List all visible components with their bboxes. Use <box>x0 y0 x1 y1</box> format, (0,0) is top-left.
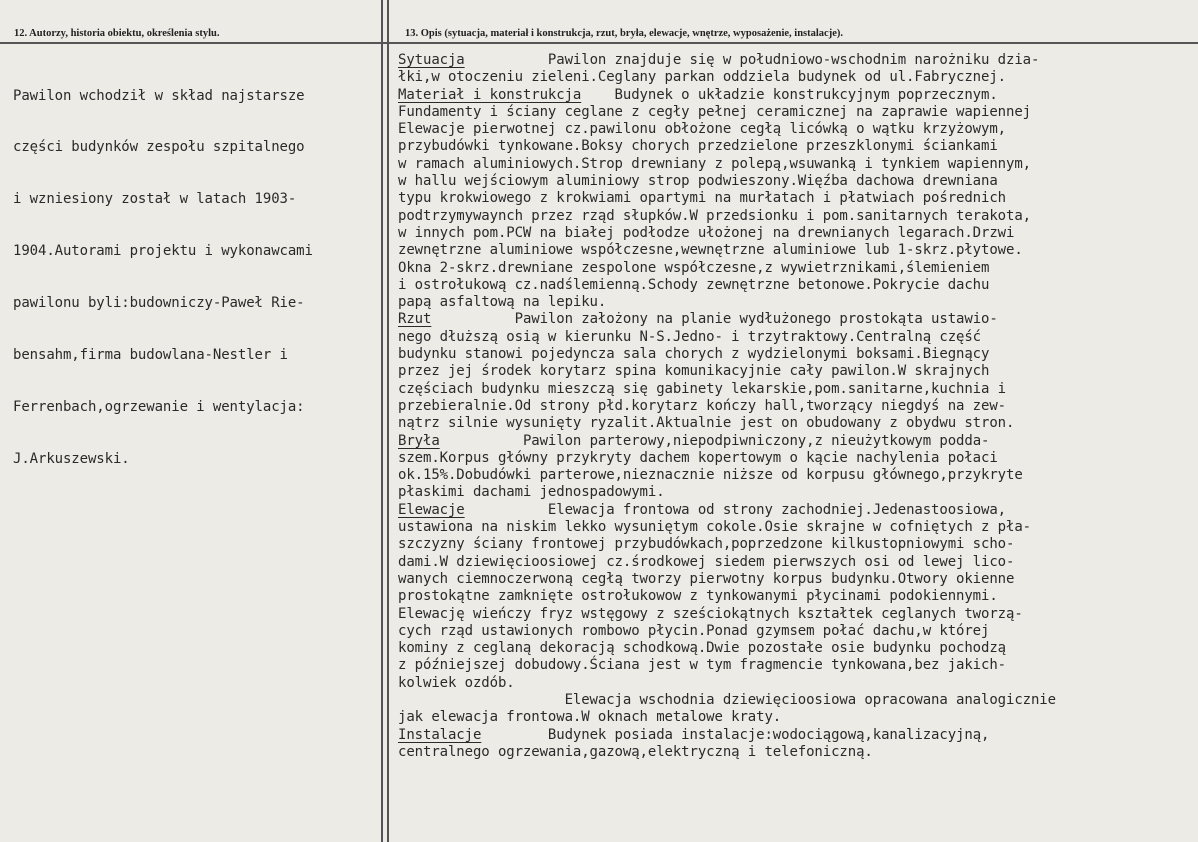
description-line <box>398 623 1056 640</box>
description-line <box>398 52 1056 69</box>
description-line <box>398 415 1056 432</box>
section-label: Instalacje <box>398 726 482 743</box>
description-line <box>398 104 1056 121</box>
description-line-text: przez jej środek korytarz spina komunikacyjnie cały pawilon.W skrajnych <box>398 363 990 380</box>
description-line-text: ok.15%.Dobudówki parterowe,nieznacznie niższe od korpusu głównego,przykryte <box>398 467 1023 484</box>
description-line <box>398 156 1056 173</box>
description-line-text: zewnętrzne aluminiowe współczesne,wewnętrzne aluminiowe lub 1-skrz.płytowe. <box>398 242 1023 259</box>
description-line-text: podtrzymywaynch przez rząd słupków.W przedsionku i pom.sanitarnych terakota, <box>398 207 1031 224</box>
description-line <box>398 588 1056 605</box>
description-line-text: prostokątne zamknięte ostrołukowow z tynkowanymi płycinami podokiennymi. <box>398 588 998 605</box>
description-line-text: Elewacja frontowa od strony zachodniej.Jedenastoosiowa, <box>464 501 1007 518</box>
description-line <box>398 484 1056 501</box>
column-divider <box>381 0 383 842</box>
description-line-text: Budynek o układzie konstrukcyjnym poprzecznym. <box>581 86 998 103</box>
text-line: Ferrenbach,ogrzewanie i wentylacja: <box>13 398 305 415</box>
description-line <box>398 640 1056 657</box>
section-label: Sytuacja <box>398 52 465 68</box>
section-label: Bryła <box>398 432 440 449</box>
description-line-text: w innych pom.PCW na białej podłodze ułożonej na drewnianych legarach.Drzwi <box>398 224 1015 241</box>
description-line-text: przybudówki tynkowane.Boksy chorych przedzielone przeszklonymi ściankami <box>398 138 998 155</box>
description-line-text: nątrz silnie wysunięty ryzalit.Aktualnie jest on obudowany z obydwu stron. <box>398 415 1015 432</box>
description-line <box>398 554 1056 571</box>
description-line <box>398 311 1056 328</box>
description-line <box>398 346 1056 363</box>
description-line-text: Elewację wieńczy fryz wstęgowy z sześciokątnych kształtek ceglanych tworzą- <box>398 605 1023 622</box>
description-line-text: Fundamenty i ściany ceglane z cegły pełnej ceramicznej na zaprawie wapiennej <box>398 103 1031 120</box>
description-line-text: przebieralnie.Od strony płd.korytarz kończy hall,tworzący niegdyś na zew- <box>398 397 1006 414</box>
description-line <box>398 190 1056 207</box>
description-line <box>398 260 1056 277</box>
description-line-text: z późniejszej dobudowy.Ściana jest w tym fragmencie tynkowana,bez jakich- <box>398 657 1006 674</box>
description-line-text: częściach budynku mieszczą się gabinety lekarskie,pom.sanitarne,kuchnia i <box>398 380 1006 397</box>
right-column-heading: 13. Opis (sytuacja, materiał i konstrukcja, rzut, bryła, elewacje, wnętrze, wyposażenie, instalacje). <box>405 28 844 39</box>
description-line <box>398 381 1056 398</box>
column-divider-inner <box>387 0 389 842</box>
description-line <box>398 744 1056 761</box>
description-line <box>398 225 1056 242</box>
description-line <box>398 242 1056 259</box>
description-line-text: centralnego ogrzewania,gazową,elektryczną i telefoniczną. <box>398 743 873 760</box>
description-line-text: wanych ciemnoczerwoną cegłą tworzy pierwotny korpus budynku.Otwory okienne <box>398 570 1015 587</box>
description-line-text: Elewacje pierwotnej cz.pawilonu obłożone cegłą licówką o wątku krzyżowym, <box>398 121 1006 138</box>
description-line-text: cych rząd ustawionych rombowo płycin.Ponad gzymsem połać dachu,w której <box>398 622 990 639</box>
section-label: Elewacje <box>398 501 465 518</box>
description-line-text: szczyzny ściany frontowej przybudówkach,poprzedzone kilkustopniowymi scho- <box>398 536 1015 553</box>
text-line: części budynków zespołu szpitalnego <box>13 139 305 156</box>
description-line <box>398 294 1056 311</box>
authors-history-text <box>13 53 313 503</box>
text-line: pawilonu byli:budowniczy-Paweł Rie- <box>13 295 305 312</box>
description-line-text: Elewacja wschodnia dziewięcioosiowa opracowana analogicznie <box>398 691 1056 708</box>
description-line-text: dami.W dziewięcioosiowej cz.środkowej siedem pierwszych osi od lewej lico- <box>398 553 1015 570</box>
description-line-text: łki,w otoczeniu zieleni.Ceglany parkan oddziela budynek od ul.Fabrycznej. <box>398 69 1006 86</box>
description-line <box>398 87 1056 104</box>
left-column-heading: 12. Autorzy, historia obiektu, określenia stylu. <box>14 28 220 39</box>
header-rule <box>0 42 1198 44</box>
description-line-text: ustawiona na niskim lekko wysuniętym cokole.Osie skrajne w cofniętych z pła- <box>398 519 1031 536</box>
description-line <box>398 69 1056 86</box>
description-line <box>398 173 1056 190</box>
text-line: i wzniesiony został w latach 1903- <box>13 191 297 208</box>
description-line <box>398 329 1056 346</box>
description-line <box>398 606 1056 623</box>
description-line <box>398 363 1056 380</box>
description-line-text: budynku stanowi pojedyncza sala chorych z wydzielonymi boksami.Biegnący <box>398 346 990 363</box>
description-line <box>398 692 1056 709</box>
section-label: Rzut <box>398 311 432 328</box>
description-line-text: papą asfaltową na lepiku. <box>398 294 607 311</box>
description-line <box>398 208 1056 225</box>
text-line: J.Arkuszewski. <box>13 450 130 467</box>
description-line-text: kominy z ceglaną dekoracją schodkową.Dwie pozostałe osie budynku pochodzą <box>398 640 1006 657</box>
description-line <box>398 709 1056 726</box>
description-line-text: Pawilon znajduje się w południowo-wschodnim narożniku dzia- <box>464 52 1040 68</box>
description-line-text: w ramach aluminiowych.Strop drewniany z polepą,wsuwanką i tynkiem wapiennym, <box>398 155 1031 172</box>
description-line-text: nego dłuższą osią w kierunku N-S.Jedno- i trzytraktowy.Centralną część <box>398 328 982 345</box>
description-line <box>398 450 1056 467</box>
description-line <box>398 138 1056 155</box>
description-line-text: typu krokwiowego z krokwiami opartymi na murłatach i płatwiach pośrednich <box>398 190 1006 207</box>
description-line-text: płaskimi dachami jednospadowymi. <box>398 484 665 501</box>
description-line <box>398 277 1056 294</box>
description-line-text: Pawilon parterowy,niepodpiwniczony,z nieużytkowym podda- <box>439 432 990 449</box>
description-line <box>398 675 1056 692</box>
description-line <box>398 121 1056 138</box>
description-line <box>398 502 1056 519</box>
section-label: Materiał i konstrukcja <box>398 86 582 103</box>
description-text <box>398 52 1056 761</box>
text-line: Pawilon wchodził w skład najstarsze <box>13 87 305 104</box>
description-line <box>398 519 1056 536</box>
description-line <box>398 398 1056 415</box>
description-line-text: szem.Korpus główny przykryty dachem kopertowym o kącie nachylenia połaci <box>398 449 998 466</box>
description-line <box>398 657 1056 674</box>
description-line <box>398 467 1056 484</box>
description-line-text: kolwiek ozdób. <box>398 674 515 691</box>
text-line: bensahm,firma budowlana-Nestler i <box>13 347 288 364</box>
description-line <box>398 727 1056 744</box>
description-line-text: i ostrołukową cz.nadślemienną.Schody zewnętrzne betonowe.Pokrycie dachu <box>398 276 990 293</box>
description-line-text: Okna 2-skrz.drewniane zespolone współczesne,z wywietrznikami,ślemieniem <box>398 259 990 276</box>
description-line-text: Pawilon założony na planie wydłużonego prostokąta ustawio- <box>431 311 998 328</box>
text-line: 1904.Autorami projektu i wykonawcami <box>13 243 313 260</box>
description-line <box>398 433 1056 450</box>
description-line-text: Budynek posiada instalacje:wodociągową,kanalizacyjną, <box>481 726 990 743</box>
description-line <box>398 571 1056 588</box>
description-line-text: jak elewacja frontowa.W oknach metalowe kraty. <box>398 709 782 726</box>
description-line <box>398 536 1056 553</box>
description-line-text: w hallu wejściowym aluminiowy strop podwieszony.Więźba dachowa drewniana <box>398 173 998 190</box>
